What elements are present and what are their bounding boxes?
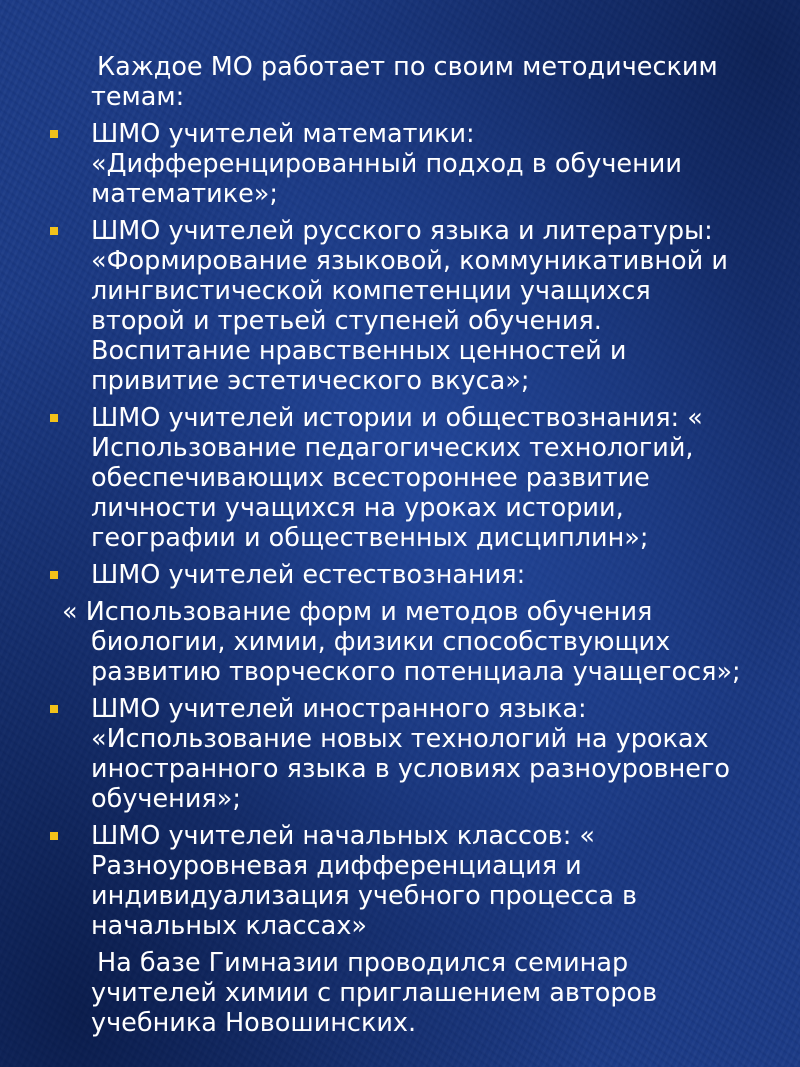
bullet-line: «Дифференцированный подход в обучении bbox=[91, 149, 682, 179]
bullet-square-icon bbox=[50, 414, 58, 422]
outro-line: учителей химии с приглашением авторов bbox=[91, 978, 658, 1008]
bullet-line: Воспитание нравственных ценностей и bbox=[91, 336, 627, 366]
bullet-line: ШМО учителей начальных классов: « bbox=[91, 821, 595, 851]
bullet-square-icon bbox=[50, 130, 58, 138]
bullet-line: ШМО учителей математики: bbox=[91, 119, 475, 149]
bullet-line: обучения»; bbox=[91, 784, 241, 814]
bullet-square-icon bbox=[50, 705, 58, 713]
outro-line: На базе Гимназии проводился семинар bbox=[97, 948, 629, 978]
bullet-line: «Использование новых технологий на уроках bbox=[91, 724, 709, 754]
bullet-item-math bbox=[0, 119, 780, 209]
bullet-line: второй и третьей ступеней обучения. bbox=[91, 306, 602, 336]
bullet-line: Использование педагогических технологий, bbox=[91, 433, 694, 463]
bullet-item-foreign-language bbox=[0, 694, 780, 814]
science-quote bbox=[0, 597, 780, 687]
bullet-line: личности учащихся на уроках истории, bbox=[91, 493, 624, 523]
bullet-line: Разноуровневая дифференциация и bbox=[91, 851, 582, 881]
bullet-line: географии и общественных дисциплин»; bbox=[91, 523, 649, 553]
outro-paragraph bbox=[0, 948, 780, 1038]
bullet-line: индивидуализация учебного процесса в bbox=[91, 881, 638, 911]
bullet-line: ШМО учителей естествознания: bbox=[91, 560, 526, 590]
bullet-line: «Формирование языковой, коммуникативной и bbox=[91, 246, 728, 276]
bullet-item-history bbox=[0, 403, 780, 553]
quote-line: развитию творческого потенциала учащегося»; bbox=[91, 657, 741, 687]
bullet-square-icon bbox=[50, 832, 58, 840]
bullet-line: лингвистической компетенции учащихся bbox=[91, 276, 651, 306]
bullet-line: математике»; bbox=[91, 179, 278, 209]
bullet-line: иностранного языка в условиях разноуровнего bbox=[91, 754, 730, 784]
bullet-line: ШМО учителей истории и обществознания: « bbox=[91, 403, 703, 433]
slide-content bbox=[0, 52, 780, 1045]
bullet-line: ШМО учителей иностранного языка: bbox=[91, 694, 587, 724]
bullet-item-russian bbox=[0, 216, 780, 396]
bullet-item-primary bbox=[0, 821, 780, 941]
bullet-line: ШМО учителей русского языка и литературы: bbox=[91, 216, 713, 246]
bullet-line: обеспечивающих всестороннее развитие bbox=[91, 463, 650, 493]
intro-line: Каждое МО работает по своим методическим bbox=[97, 52, 718, 82]
bullet-line: начальных классах» bbox=[91, 911, 368, 941]
quote-line: биологии, химии, физики способствующих bbox=[91, 627, 671, 657]
bullet-square-icon bbox=[50, 227, 58, 235]
quote-line: « Использование форм и методов обучения bbox=[62, 597, 653, 627]
intro-line: темам: bbox=[91, 82, 185, 112]
bullet-line: привитие эстетического вкуса»; bbox=[91, 366, 530, 396]
intro-paragraph bbox=[0, 52, 780, 112]
bullet-item-science bbox=[0, 560, 780, 590]
bullet-square-icon bbox=[50, 571, 58, 579]
outro-line: учебника Новошинских. bbox=[91, 1008, 417, 1038]
